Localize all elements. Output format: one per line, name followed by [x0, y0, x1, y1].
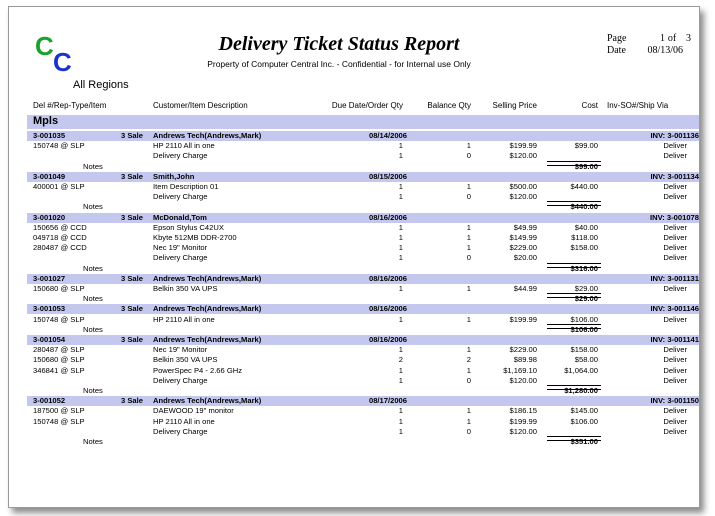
balance-qty: 0 — [466, 426, 471, 436]
balance-qty: 1 — [466, 345, 471, 355]
rep-type: 3 Sale — [121, 131, 143, 140]
order-qty: 1 — [398, 253, 403, 263]
order-qty: 1 — [398, 233, 403, 242]
line-item-row — [9, 406, 699, 416]
ticket-header-row — [27, 304, 699, 314]
invoice-number: INV: 3-001146 — [650, 304, 699, 314]
ship-via: Deliver — [663, 141, 687, 151]
ticket-total: $106.00 — [570, 324, 598, 334]
report-title: Delivery Ticket Status Report — [218, 33, 460, 55]
order-qty: 1 — [398, 151, 403, 161]
selling-price: $120.00 — [509, 426, 537, 436]
customer-name: Andrews Tech(Andrews,Mark) — [153, 273, 262, 283]
item-description: Delivery Charge — [153, 253, 208, 263]
item-description: PowerSpec P4 - 2.66 GHz — [153, 365, 243, 375]
ship-via: Deliver — [663, 253, 687, 263]
company-logo — [35, 33, 79, 79]
page-number: 1 — [660, 33, 665, 44]
page-of: of — [667, 33, 677, 44]
order-qty: 1 — [398, 192, 403, 202]
customer-name: Andrews Tech(Andrews,Mark) — [153, 396, 262, 406]
ticket-total: $29.00 — [574, 294, 598, 304]
notes-row — [9, 294, 699, 304]
ticket-number: 3-001053 — [33, 304, 66, 314]
item-code: 150748 @ SLP — [33, 314, 85, 324]
report-date: 08/13/06 — [647, 45, 683, 56]
selling-price: $44.99 — [513, 284, 537, 293]
line-item-row — [9, 233, 699, 243]
ship-via: Deliver — [663, 406, 687, 416]
col-cost: Cost — [581, 101, 598, 110]
item-code: 400001 @ SLP — [33, 182, 85, 191]
item-description: DAEWOOD 19" monitor — [153, 406, 234, 416]
item-description: Delivery Charge — [153, 426, 208, 436]
balance-qty: 1 — [466, 416, 471, 426]
item-description: Kbyte 512MB DDR-2700 — [153, 233, 237, 242]
order-qty: 1 — [398, 416, 403, 426]
ship-via: Deliver — [663, 284, 687, 293]
notes-label: Notes — [83, 263, 103, 273]
cost: $106.00 — [570, 314, 598, 324]
logo-letter-green: C — [35, 31, 54, 61]
balance-qty: 0 — [466, 192, 471, 202]
customer-name: McDonald,Tom — [153, 212, 207, 222]
invoice-number: INV: 3-001131 — [650, 273, 699, 283]
col-inv: Inv-SO#/Ship Via — [607, 101, 669, 110]
selling-price: $20.00 — [513, 253, 537, 263]
region-band — [27, 115, 699, 129]
ticket-number: 3-001020 — [33, 212, 66, 222]
ticket-total: $1,280.00 — [564, 386, 598, 395]
balance-qty: 1 — [466, 233, 471, 242]
order-qty: 1 — [398, 141, 403, 151]
col-balance: Balance Qty — [427, 101, 471, 110]
line-item-row — [9, 345, 699, 355]
item-description: Epson Stylus C42UX — [153, 222, 224, 232]
selling-price: $229.00 — [509, 345, 537, 355]
col-del: Del #/Rep-Type/Item — [33, 101, 107, 110]
item-description: Item Description 01 — [153, 182, 219, 191]
invoice-number: INV: 3-001141 — [650, 335, 699, 344]
notes-row — [9, 202, 699, 212]
rep-type: 3 Sale — [121, 171, 143, 181]
item-description: Delivery Charge — [153, 192, 208, 202]
item-description: Delivery Charge — [153, 375, 208, 385]
due-date: 08/17/2006 — [368, 396, 407, 406]
selling-price: $199.99 — [509, 416, 537, 426]
page-total: 3 — [686, 33, 691, 44]
balance-qty: 1 — [466, 243, 471, 253]
date-label: Date — [607, 45, 626, 56]
col-customer: Customer/Item Description — [153, 101, 248, 110]
ship-via: Deliver — [663, 416, 687, 426]
line-item-row — [9, 141, 699, 151]
item-description: HP 2110 All in one — [153, 314, 215, 324]
notes-label: Notes — [83, 437, 103, 446]
ship-via: Deliver — [663, 314, 687, 324]
cost: $145.00 — [570, 406, 598, 416]
line-item-row — [9, 355, 699, 365]
cost: $1,064.00 — [564, 365, 598, 375]
cost: $58.00 — [574, 355, 598, 365]
item-description: Belkin 350 VA UPS — [153, 284, 218, 293]
due-date: 08/16/2006 — [368, 273, 407, 283]
item-code: 150748 @ SLP — [33, 141, 85, 151]
balance-qty: 1 — [466, 182, 471, 191]
customer-name: Andrews Tech(Andrews,Mark) — [153, 335, 262, 344]
ticket-number: 3-001049 — [33, 171, 66, 181]
notes-row — [9, 386, 699, 396]
balance-qty: 1 — [466, 222, 471, 232]
notes-label: Notes — [83, 386, 103, 395]
selling-price: $199.99 — [509, 314, 537, 324]
order-qty: 1 — [398, 243, 403, 253]
item-code: 150748 @ SLP — [33, 416, 85, 426]
ticket-total: $440.00 — [570, 202, 598, 212]
item-description: HP 2110 All in one — [153, 141, 215, 151]
ticket-number: 3-001027 — [33, 273, 66, 283]
ship-via: Deliver — [663, 426, 687, 436]
ticket-total: $351.00 — [570, 437, 598, 446]
item-description: Delivery Charge — [153, 151, 208, 161]
due-date: 08/14/2006 — [368, 131, 407, 140]
balance-qty: 2 — [466, 355, 471, 365]
region-name: Mpls — [33, 115, 59, 127]
ship-via: Deliver — [663, 345, 687, 355]
page-label: Page — [607, 33, 627, 44]
balance-qty: 0 — [466, 253, 471, 263]
line-item-row — [9, 366, 699, 376]
balance-qty: 0 — [466, 151, 471, 161]
ticket-header-row — [27, 335, 699, 345]
order-qty: 1 — [398, 406, 403, 416]
balance-qty: 1 — [466, 365, 471, 375]
line-item-row — [9, 417, 699, 427]
order-qty: 1 — [398, 182, 403, 191]
item-description: Nec 19" Monitor — [153, 345, 208, 355]
due-date: 08/16/2006 — [368, 304, 407, 314]
notes-row — [9, 162, 699, 172]
column-headers — [9, 101, 699, 113]
cost: $440.00 — [570, 182, 598, 191]
order-qty: 1 — [398, 375, 403, 385]
balance-qty: 1 — [466, 141, 471, 151]
due-date: 08/16/2006 — [368, 212, 407, 222]
selling-price: $1,169.10 — [503, 365, 537, 375]
customer-name: Andrews Tech(Andrews,Mark) — [153, 304, 262, 314]
region-scope: All Regions — [73, 79, 129, 91]
notes-label: Notes — [83, 202, 103, 212]
order-qty: 1 — [398, 345, 403, 355]
rep-type: 3 Sale — [121, 396, 143, 406]
ticket-number: 3-001052 — [33, 396, 66, 406]
ticket-number: 3-001035 — [33, 131, 66, 140]
ship-via: Deliver — [663, 233, 687, 242]
ship-via: Deliver — [663, 375, 687, 385]
col-price: Selling Price — [492, 101, 537, 110]
cost: $29.00 — [574, 284, 598, 293]
balance-qty: 1 — [466, 314, 471, 324]
item-code: 150680 @ SLP — [33, 355, 85, 365]
selling-price: $199.99 — [509, 141, 537, 151]
selling-price: $89.98 — [513, 355, 537, 365]
selling-price: $120.00 — [509, 192, 537, 202]
line-item-row — [9, 223, 699, 233]
ticket-number: 3-001054 — [33, 335, 66, 344]
customer-name: Smith,John — [153, 171, 195, 181]
rep-type: 3 Sale — [121, 273, 143, 283]
ticket-header-row — [27, 213, 699, 223]
selling-price: $149.99 — [509, 233, 537, 242]
item-code: 049718 @ CCD — [33, 233, 87, 242]
order-qty: 1 — [398, 426, 403, 436]
cost: $118.00 — [571, 233, 598, 242]
item-description: Nec 19" Monitor — [153, 243, 208, 253]
item-description: Belkin 350 VA UPS — [153, 355, 218, 365]
ticket-header-row — [27, 274, 699, 284]
customer-name: Andrews Tech(Andrews,Mark) — [153, 131, 262, 140]
notes-row — [9, 437, 699, 447]
order-qty: 1 — [398, 222, 403, 232]
selling-price: $49.99 — [513, 222, 537, 232]
selling-price: $500.00 — [509, 182, 537, 191]
rep-type: 3 Sale — [121, 335, 143, 344]
rep-type: 3 Sale — [121, 212, 143, 222]
order-qty: 1 — [398, 365, 403, 375]
due-date: 08/15/2006 — [368, 171, 407, 181]
selling-price: $120.00 — [509, 375, 537, 385]
line-item-row — [9, 243, 699, 253]
ship-via: Deliver — [663, 355, 687, 365]
ship-via: Deliver — [663, 222, 687, 232]
cost: $40.00 — [574, 222, 598, 232]
balance-qty: 1 — [466, 406, 471, 416]
invoice-number: INV: 3-001136 — [650, 131, 699, 140]
ship-via: Deliver — [663, 151, 687, 161]
item-code: 150656 @ CCD — [33, 222, 87, 232]
ship-via: Deliver — [663, 182, 687, 191]
cost: $158.00 — [570, 345, 598, 355]
cost: $106.00 — [570, 416, 598, 426]
item-code: 280487 @ SLP — [33, 345, 85, 355]
selling-price: $120.00 — [509, 151, 537, 161]
col-due: Due Date/Order Qty — [331, 101, 403, 110]
ship-via: Deliver — [663, 192, 687, 202]
balance-qty: 1 — [466, 284, 471, 293]
notes-row — [9, 325, 699, 335]
ticket-header-row — [27, 172, 699, 182]
order-qty: 2 — [398, 355, 403, 365]
item-code: 280487 @ CCD — [33, 243, 87, 253]
item-code: 150680 @ SLP — [33, 284, 85, 293]
ticket-header-row — [27, 396, 699, 406]
invoice-number: INV: 3-001078 — [650, 212, 699, 222]
ship-via: Deliver — [663, 243, 687, 253]
ticket-total: $316.00 — [570, 263, 598, 273]
selling-price: $229.00 — [509, 243, 537, 253]
logo-letter-blue: C — [53, 47, 72, 77]
selling-price: $186.15 — [509, 406, 537, 416]
ticket-header-row — [27, 131, 699, 141]
ship-via: Deliver — [663, 365, 687, 375]
notes-row — [9, 264, 699, 274]
notes-label: Notes — [83, 324, 103, 334]
invoice-number: INV: 3-001150 — [650, 396, 699, 406]
order-qty: 1 — [398, 284, 403, 293]
rep-type: 3 Sale — [121, 304, 143, 314]
report-page — [8, 6, 700, 508]
due-date: 08/16/2006 — [368, 335, 407, 344]
balance-qty: 0 — [466, 375, 471, 385]
item-code: 346841 @ SLP — [33, 365, 85, 375]
order-qty: 1 — [398, 314, 403, 324]
cost: $158.00 — [570, 243, 598, 253]
notes-label: Notes — [83, 161, 103, 171]
ticket-total: $99.00 — [574, 161, 598, 171]
cost: $99.00 — [574, 141, 598, 151]
invoice-number: INV: 3-001134 — [650, 171, 699, 181]
notes-label: Notes — [83, 294, 103, 304]
page-info — [607, 33, 691, 57]
report-subtitle: Property of Computer Central Inc. - Confidential - for Internal use Only — [207, 59, 471, 69]
line-item-row — [9, 182, 699, 192]
item-description: HP 2110 All in one — [153, 416, 215, 426]
item-code: 187500 @ SLP — [33, 406, 85, 416]
